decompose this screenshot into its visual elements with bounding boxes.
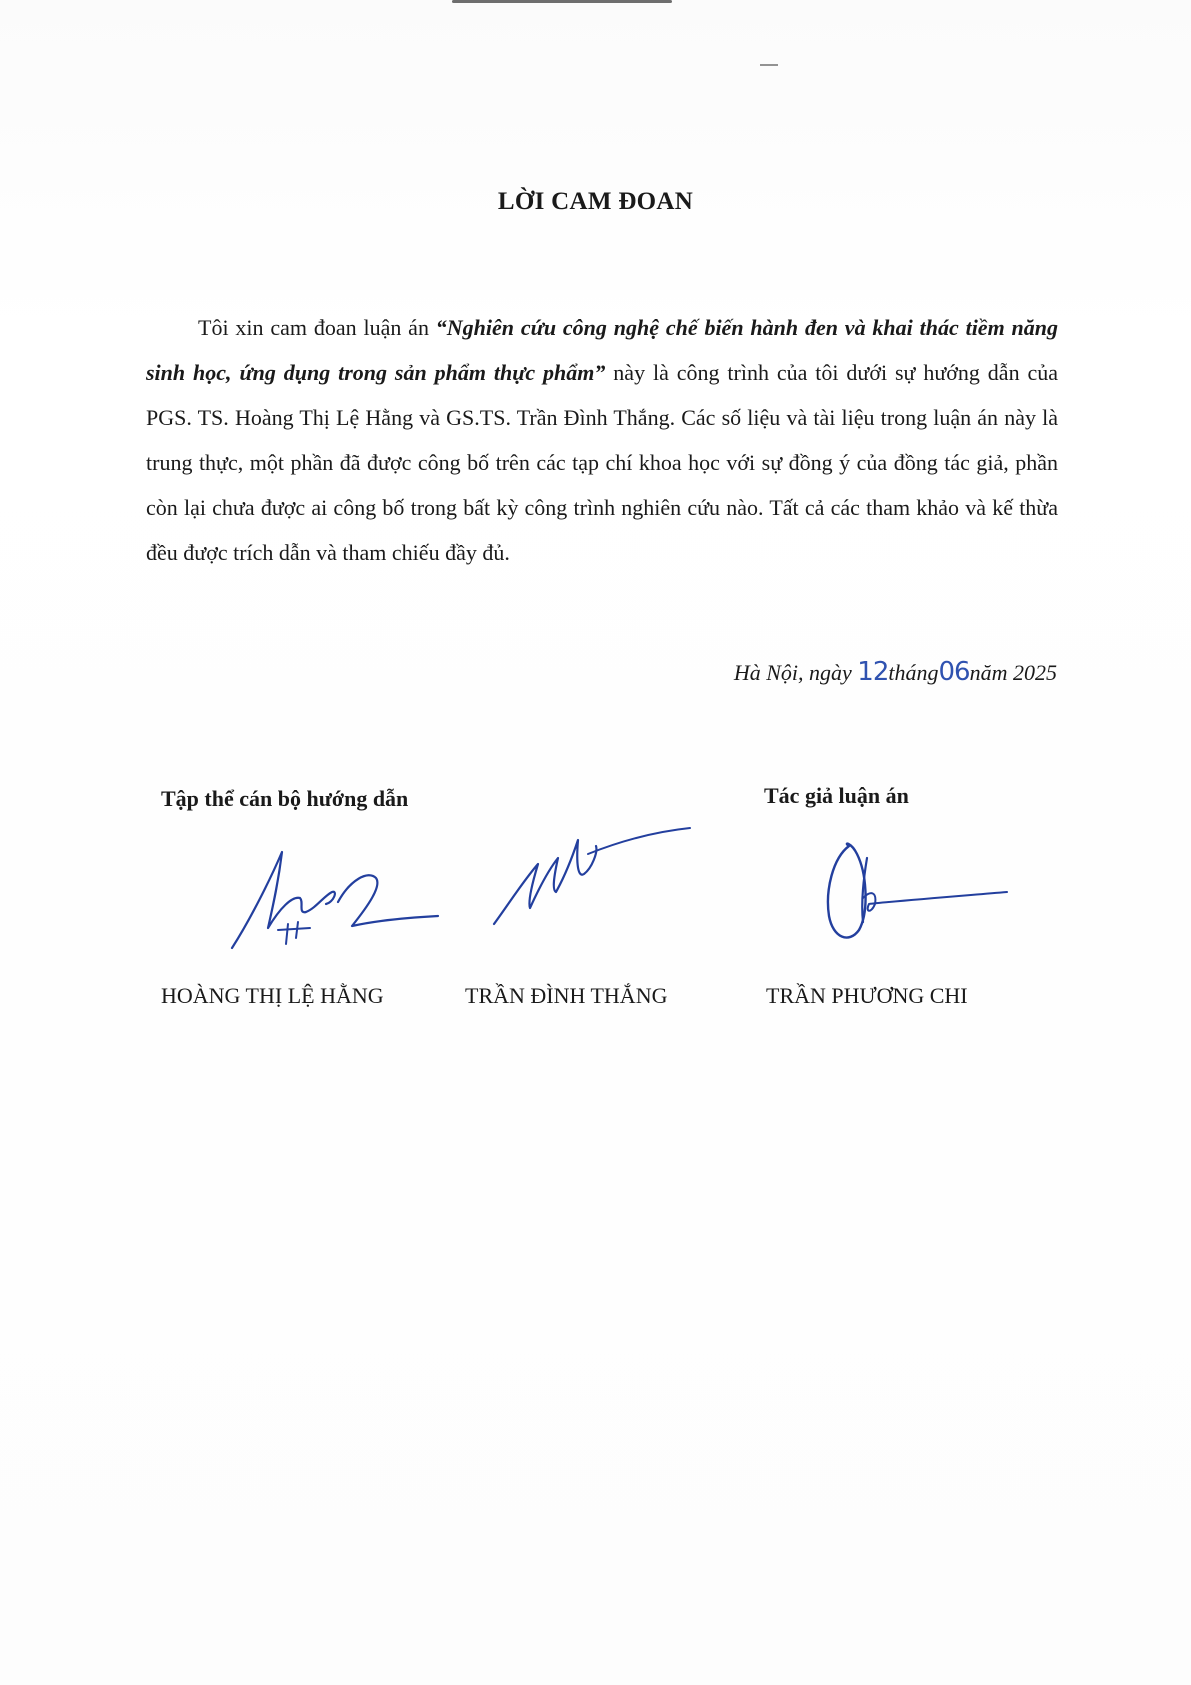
date-day-handwritten: 12 bbox=[857, 657, 889, 687]
scan-dash-mark bbox=[760, 64, 778, 66]
declaration-paragraph bbox=[146, 305, 1058, 575]
declaration-rest: này là công trình của tôi dưới sự hướng dẫn của PGS. TS. Hoàng Thị Lệ Hằng và GS.TS. Trần Đình Thắng. Các số liệu và tài liệu trong luận án này là trung thực, một phần đã được công bố trên các tạp chí khoa học với sự đồng ý của đồng tác giả, phần còn lại chưa được ai công bố trong bất kỳ công trình nghiên cứu nào. Tất cả các tham khảo và kế thừa đều được trích dẫn và tham chiếu đầy đủ. bbox=[146, 360, 1058, 565]
author-label: Tác giả luận án bbox=[764, 783, 909, 808]
date-month-handwritten: 06 bbox=[938, 657, 970, 687]
scan-edge-mark bbox=[452, 0, 672, 3]
signature-hoang-thi-le-hang bbox=[220, 840, 450, 960]
declaration-intro: Tôi xin cam đoan luận án bbox=[198, 315, 436, 340]
signature-tran-dinh-thang bbox=[488, 824, 698, 934]
signature-tran-phuong-chi bbox=[815, 828, 1015, 948]
signatory-name-3: TRẦN PHƯƠNG CHI bbox=[766, 983, 968, 1008]
thesis-title: “Nghiên cứu công nghệ chế biến hành đen và khai thác tiềm năng sinh học, ứng dụng trong sản phẩm thực phẩm” bbox=[146, 315, 1058, 385]
signatory-name-2: TRẦN ĐÌNH THẮNG bbox=[465, 983, 668, 1008]
supervisors-label: Tập thể cán bộ hướng dẫn bbox=[161, 786, 409, 811]
date-prefix: Hà Nội, ngày bbox=[733, 660, 858, 685]
date-year: năm 2025 bbox=[969, 660, 1057, 685]
date-month-label: tháng bbox=[888, 660, 939, 685]
signatory-name-1: HOÀNG THỊ LỆ HẰNG bbox=[161, 983, 384, 1008]
date-line bbox=[734, 657, 1057, 687]
document-title: LỜI CAM ĐOAN bbox=[497, 188, 694, 215]
